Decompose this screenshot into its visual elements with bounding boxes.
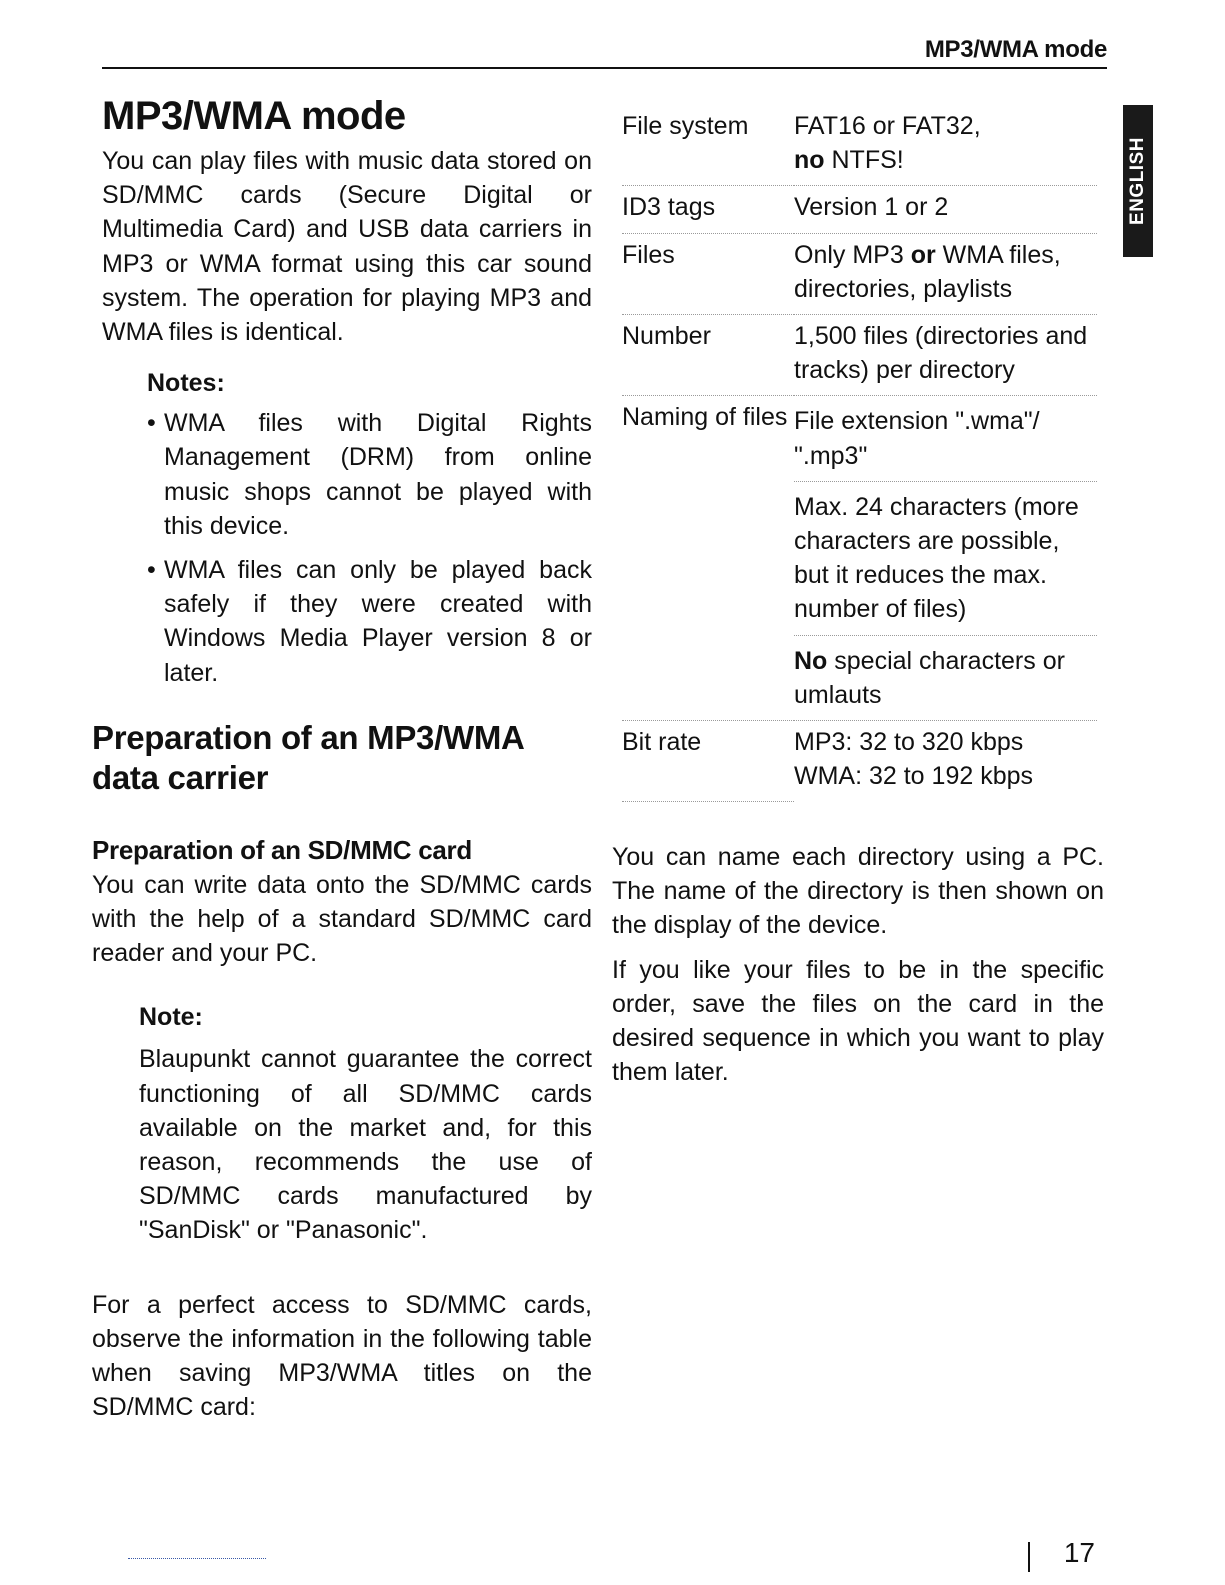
page-title: MP3/WMA mode	[102, 94, 406, 138]
note-block	[139, 1000, 592, 1247]
table-row	[622, 315, 1097, 396]
files-value-end: WMA files, directories, playlists	[794, 240, 1061, 303]
table-row	[622, 233, 1097, 314]
spec-table	[622, 105, 1097, 802]
naming-special-value: special characters or umlauts	[794, 646, 1065, 709]
table-value	[794, 721, 1097, 802]
file-system-note: NTFS!	[824, 146, 904, 175]
bullet-icon: •	[147, 556, 156, 585]
page-number-bar	[1028, 1542, 1030, 1572]
notes-block	[147, 366, 592, 690]
sd-card-paragraph: You can write data onto the SD/MMC cards with the help of a standard SD/MMC card reader and your PC.	[92, 870, 592, 968]
order-paragraph: If you like your files to be in the specific order, save the files on the card in the desired sequence in which you want to play them later.	[612, 955, 1104, 1087]
table-value	[794, 635, 1097, 720]
note-text: WMA files can only be played back safely if they were created with Windows Media Player version 8 or later.	[164, 556, 592, 687]
note-paragraph: Blaupunkt cannot guarantee the correct functioning of all SD/MMC cards available on the market and, for this reason, recommends the use of SD/MMC cards manufactured by "SanDisk" or "Panasonic".	[139, 1045, 592, 1245]
bitrate-mp3: MP3: 32 to 320 kbps	[794, 728, 1024, 757]
table-value: 1,500 files (directories and tracks) per directory	[794, 315, 1097, 396]
table-value	[794, 233, 1097, 314]
note-text: WMA files with Digital Rights Management (DRM) from online music shops cannot be played with this device.	[164, 409, 592, 540]
language-tab	[1123, 105, 1153, 257]
emphasis: or	[910, 240, 936, 269]
directory-paragraph: You can name each directory using a PC. The name of the directory is then shown on the display of the device.	[612, 843, 1104, 940]
intro-paragraph: You can play files with music data stored on SD/MMC cards (Secure Digital or Multimedia Card) and USB data carriers in MP3 or WMA format using this car sound system. The operation for playing MP3 and WMA files is identical.	[102, 147, 592, 347]
table-key: Number	[622, 315, 794, 396]
table-row	[622, 396, 1097, 481]
files-value-start: Only MP3	[794, 240, 911, 269]
emphasis: no	[794, 146, 825, 175]
table-value: Version 1 or 2	[794, 186, 1097, 233]
table-row	[622, 105, 1097, 186]
table-value: File extension ".wma"/ ".mp3"	[794, 396, 1097, 481]
emphasis: No	[794, 646, 828, 675]
table-key: Bit rate	[622, 721, 794, 802]
header-rule	[102, 67, 1107, 69]
notes-heading: Notes:	[147, 369, 225, 398]
sd-card-heading: Preparation of an SD/MMC card	[92, 834, 472, 865]
access-paragraph: For a perfect access to SD/MMC cards, observe the information in the following table when saving MP3/WMA titles on the SD/MMC card:	[92, 1290, 592, 1422]
table-row	[622, 721, 1097, 802]
right-column	[612, 840, 1104, 1089]
table-row	[622, 186, 1097, 233]
left-column	[92, 92, 592, 1424]
running-header: MP3/WMA mode	[924, 36, 1107, 63]
note-heading: Note:	[139, 1003, 203, 1032]
table-key: File system	[622, 105, 794, 186]
bitrate-wma: WMA: 32 to 192 kbps	[794, 762, 1034, 791]
note-item	[147, 406, 592, 543]
preparation-heading: Preparation of an MP3/WMA data carrier	[92, 718, 524, 796]
language-tab-label: ENGLISH	[1127, 137, 1148, 225]
table-value	[794, 105, 1097, 186]
bullet-icon: •	[147, 409, 156, 438]
page-number: 17	[1063, 1537, 1095, 1568]
note-item	[147, 553, 592, 690]
table-key: ID3 tags	[622, 186, 794, 233]
footer-rule	[128, 1558, 266, 1559]
table-key: Files	[622, 233, 794, 314]
table-key: Naming of files	[622, 396, 794, 721]
file-system-value: FAT16 or FAT32,	[794, 112, 981, 140]
table-value: Max. 24 characters (more characters are possible, but it reduces the max. number of files)	[794, 481, 1097, 635]
